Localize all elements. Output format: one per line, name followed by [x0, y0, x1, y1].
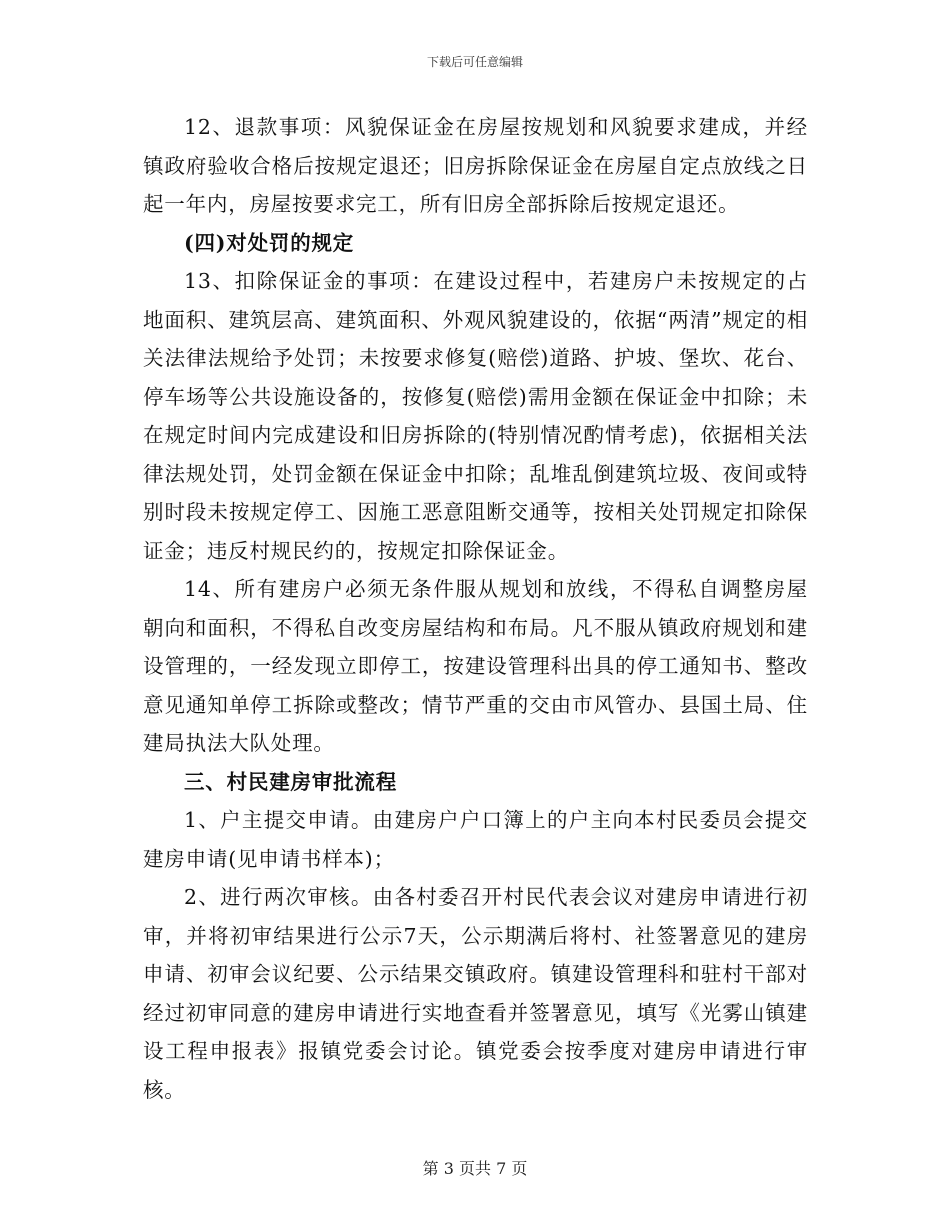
step-2-review: 2、进行两次审核。由各村委召开村民代表会议对建房申请进行初审，并将初审结果进行公示7天，公示期满后将村、社签署意见的建房申请、初审会议纪要、公示结果交镇政府。镇建设管理科和驻村干部对经过初审同意的建房申请进行实地查看并签署意见，填写《光雾山镇建设工程申报表》报镇党委会讨论。镇党委会按季度对建房申请进行审核。 [143, 885, 808, 1102]
step-1-application: 1、户主提交申请。由建房户户口簿上的户主向本村民委员会提交建房申请(见申请书样本)； [143, 808, 808, 871]
paragraph-13-deduction: 13、扣除保证金的事项：在建设过程中，若建房户未按规定的占地面积、建筑层高、建筑面积、外观风貌建设的，依据“两清”规定的相关法律法规给予处罚；未按要求修复(赔偿)道路、护坡、堡坎、花台、停车场等公共设施设备的，按修复(赔偿)需用金额在保证金中扣除；未在规定时间内完成建设和旧房拆除的(特别情况酌情考虑)，依据相关法律法规处罚，处罚金额在保证金中扣除；乱堆乱倒建筑垃圾、夜间或特别时段未按规定停工、因施工恶意阻断交通等，按相关处罚规定扣除保证金；违反村规民约的，按规定扣除保证金。 [143, 269, 808, 563]
page-number: 第 3 页共 7 页 [422, 1159, 528, 1178]
paragraph-12-refund: 12、退款事项：风貌保证金在房屋按规划和风貌要求建成，并经镇政府验收合格后按规定退还；旧房拆除保证金在房屋自定点放线之日起一年内，房屋按要求完工，所有旧房全部拆除后按规定退还。 [143, 115, 808, 216]
heading-approval-process: 三、村民建房审批流程 [184, 769, 397, 794]
page-header: 下载后可任意编辑 [426, 55, 523, 69]
paragraph-14-compliance: 14、所有建房户必须无条件服从规划和放线，不得私自调整房屋朝向和面积，不得私自改变房屋结构和布局。凡不服从镇政府规划和建设管理的，一经发现立即停工，按建设管理科出具的停工通知书、整改意见通知单停工拆除或整改；情节严重的交由市风管办、县国土局、住建局执法大队处理。 [143, 577, 808, 755]
heading-penalty-rules: (四)对处罚的规定 [184, 230, 355, 255]
document-body [143, 108, 808, 1109]
